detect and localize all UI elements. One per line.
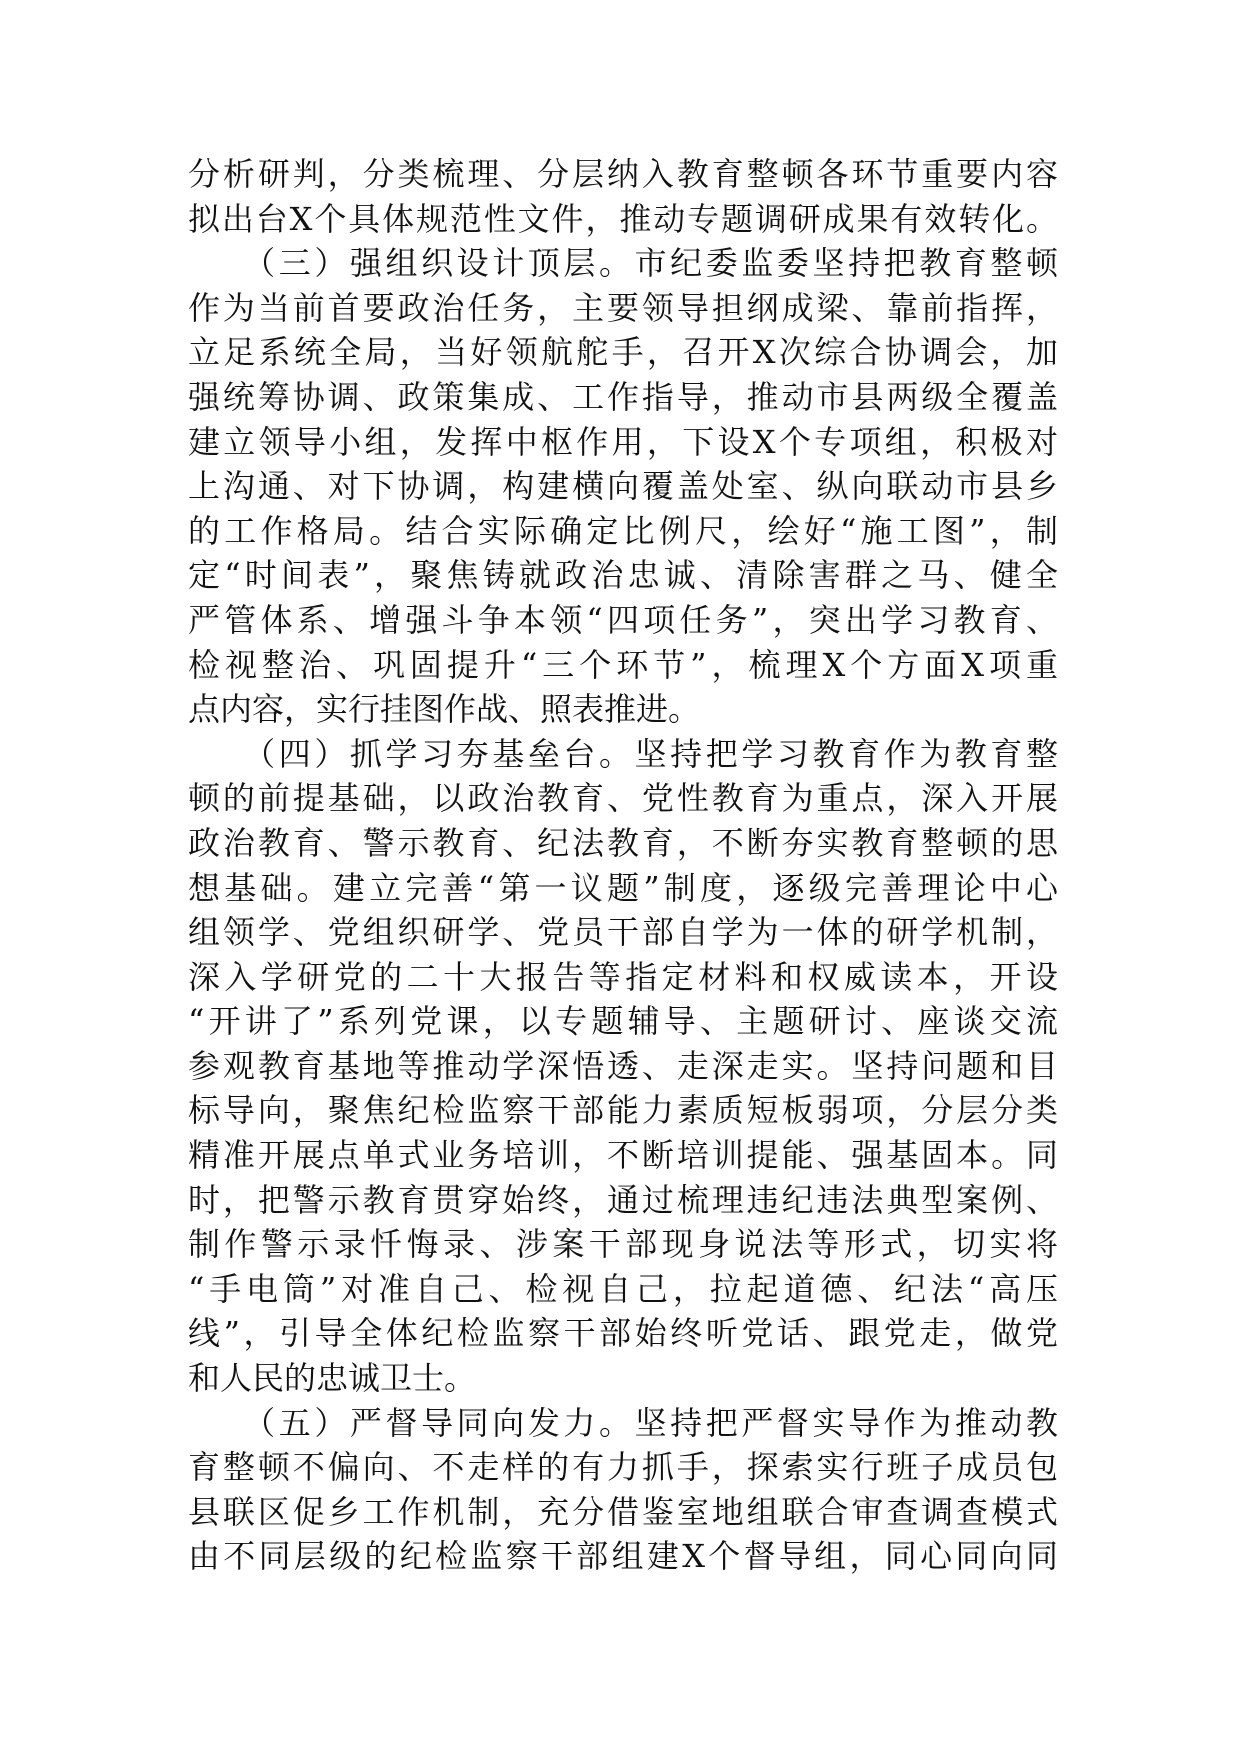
text-line: 县联区促乡工作机制，充分借鉴室地组联合审查调查模式 <box>188 1492 1058 1531</box>
text-line: 精准开展点单式业务培训，不断培训提能、强基固本。同 <box>188 1136 1058 1175</box>
text-line: 和人民的忠诚卫士。 <box>188 1359 477 1398</box>
text-line: 作为当前首要政治任务，主要领导担纲成梁、靠前指挥， <box>188 288 1058 327</box>
text-line: 立足系统全局，当好领航舵手，召开X次综合协调会，加 <box>188 333 1058 372</box>
text-line: 点内容，实行挂图作战、照表推进。 <box>188 690 701 729</box>
text-line: “开讲了”系列党课，以专题辅导、主题研讨、座谈交流 <box>188 1002 1058 1041</box>
text-line: 定“时间表”，聚焦铸就政治忠诚、清除害群之马、健全 <box>188 556 1058 595</box>
text-line: 建立领导小组，发挥中枢作用，下设X个专项组，积极对 <box>188 422 1058 461</box>
text-line: “手电筒”对准自己、检视自己，拉起道德、纪法“高压 <box>188 1269 1058 1308</box>
text-line: 严管体系、增强斗争本领“四项任务”，突出学习教育、 <box>188 600 1058 639</box>
text-line: （五）严督导同向发力。坚持把严督实导作为推动教 <box>188 1403 1058 1442</box>
text-line: 上沟通、对下协调，构建横向覆盖处室、纵向联动市县乡 <box>188 467 1058 506</box>
text-line: 育整顿不偏向、不走样的有力抓手，探索实行班子成员包 <box>188 1448 1058 1487</box>
text-line: 由不同层级的纪检监察干部组建X个督导组，同心同向同 <box>188 1537 1058 1576</box>
text-line: 的工作格局。结合实际确定比例尺，绘好“施工图”，制 <box>188 511 1058 550</box>
text-line: 组领学、党组织研学、党员干部自学为一体的研学机制， <box>188 913 1058 952</box>
text-line: 制作警示录忏悔录、涉案干部现身说法等形式，切实将 <box>188 1225 1058 1264</box>
text-line: 拟出台X个具体规范性文件，推动专题调研成果有效转化。 <box>188 199 1058 238</box>
text-line: 政治教育、警示教育、纪法教育，不断夯实教育整顿的思 <box>188 823 1058 862</box>
text-line: 参观教育基地等推动学深悟透、走深走实。坚持问题和目 <box>188 1046 1058 1085</box>
text-line: 顿的前提基础，以政治教育、党性教育为重点，深入开展 <box>188 779 1058 818</box>
text-line: 想基础。建立完善“第一议题”制度，逐级完善理论中心 <box>188 868 1058 907</box>
text-line: 深入学研党的二十大报告等指定材料和权威读本，开设 <box>188 957 1058 996</box>
text-line: 时，把警示教育贯穿始终，通过梳理违纪违法典型案例、 <box>188 1180 1058 1219</box>
text-line: 强统筹协调、政策集成、工作指导，推动市县两级全覆盖 <box>188 377 1058 416</box>
text-line: 检视整治、巩固提升“三个环节”，梳理X个方面X项重 <box>188 645 1058 684</box>
body-text <box>188 152 1058 1579</box>
text-line: 标导向，聚焦纪检监察干部能力素质短板弱项，分层分类 <box>188 1091 1058 1130</box>
text-line: 分析研判，分类梳理、分层纳入教育整顿各环节重要内容 <box>188 155 1058 193</box>
text-line: 线”，引导全体纪检监察干部始终听党话、跟党走，做党 <box>188 1314 1058 1353</box>
text-line: （四）抓学习夯基垒台。坚持把学习教育作为教育整 <box>188 734 1058 773</box>
text-line: （三）强组织设计顶层。市纪委监委坚持把教育整顿 <box>188 244 1058 283</box>
